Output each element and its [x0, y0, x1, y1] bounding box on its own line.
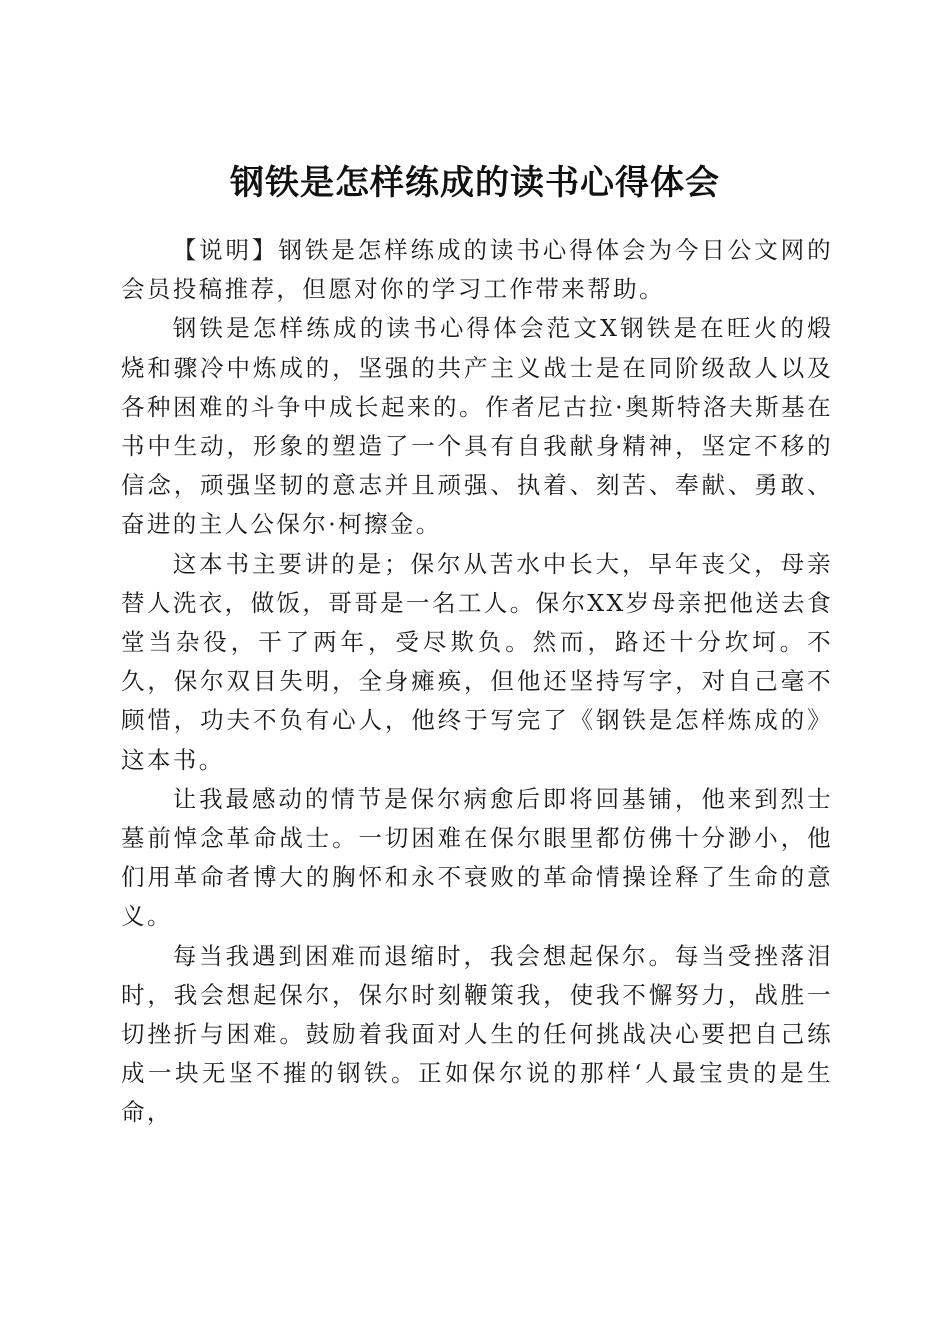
paragraph-moving-scene: 让我最感动的情节是保尔病愈后即将回基铺，他来到烈士墓前悼念革命战士。一切困难在保尔眼里都仿佛十分渺小，他们用革命者博大的胸怀和永不衰败的革命情操诠释了生命的意义。: [121, 784, 833, 931]
paragraph-reflection: 每当我遇到困难而退缩时，我会想起保尔。每当受挫落泪时，我会想起保尔，保尔时刻鞭策我，使我不懈努力，战胜一切挫折与困难。鼓励着我面对人生的任何挑战决心要把自己练成一块无坚不摧的钢铁。正如保尔说的那样‘人最宝贵的是生命，: [121, 941, 833, 1127]
paragraph-summary: 这本书主要讲的是；保尔从苦水中长大，早年丧父，母亲替人洗衣，做饭，哥哥是一名工人。保尔XX岁母亲把他送去食堂当杂役，干了两年，受尽欺负。然而，路还十分坎坷。不久，保尔双目失明，全身瘫痪，但他还坚持写字，对自己毫不顾惜，功夫不负有心人，他终于写完了《钢铁是怎样炼成的》这本书。: [121, 549, 833, 774]
document-title: 钢铁是怎样练成的读书心得体会: [230, 162, 720, 203]
paragraph-intro: 钢铁是怎样练成的读书心得体会范文X钢铁是在旺火的煅烧和骤冷中炼成的，坚强的共产主义战士是在同阶级敌人以及各种困难的斗争中成长起来的。作者尼古拉·奥斯特洛夫斯基在书中生动，形象的塑造了一个具有自我献身精神，坚定不移的信念，顽强坚韧的意志并且顽强、执着、刻苦、奉献、勇敢、奋进的主人公保尔·柯擦金。: [121, 314, 833, 539]
document-body: [121, 231, 833, 1133]
paragraph-note: 【说明】钢铁是怎样练成的读书心得体会为今日公文网的会员投稿推荐，但愿对你的学习工作带来帮助。: [121, 236, 833, 304]
